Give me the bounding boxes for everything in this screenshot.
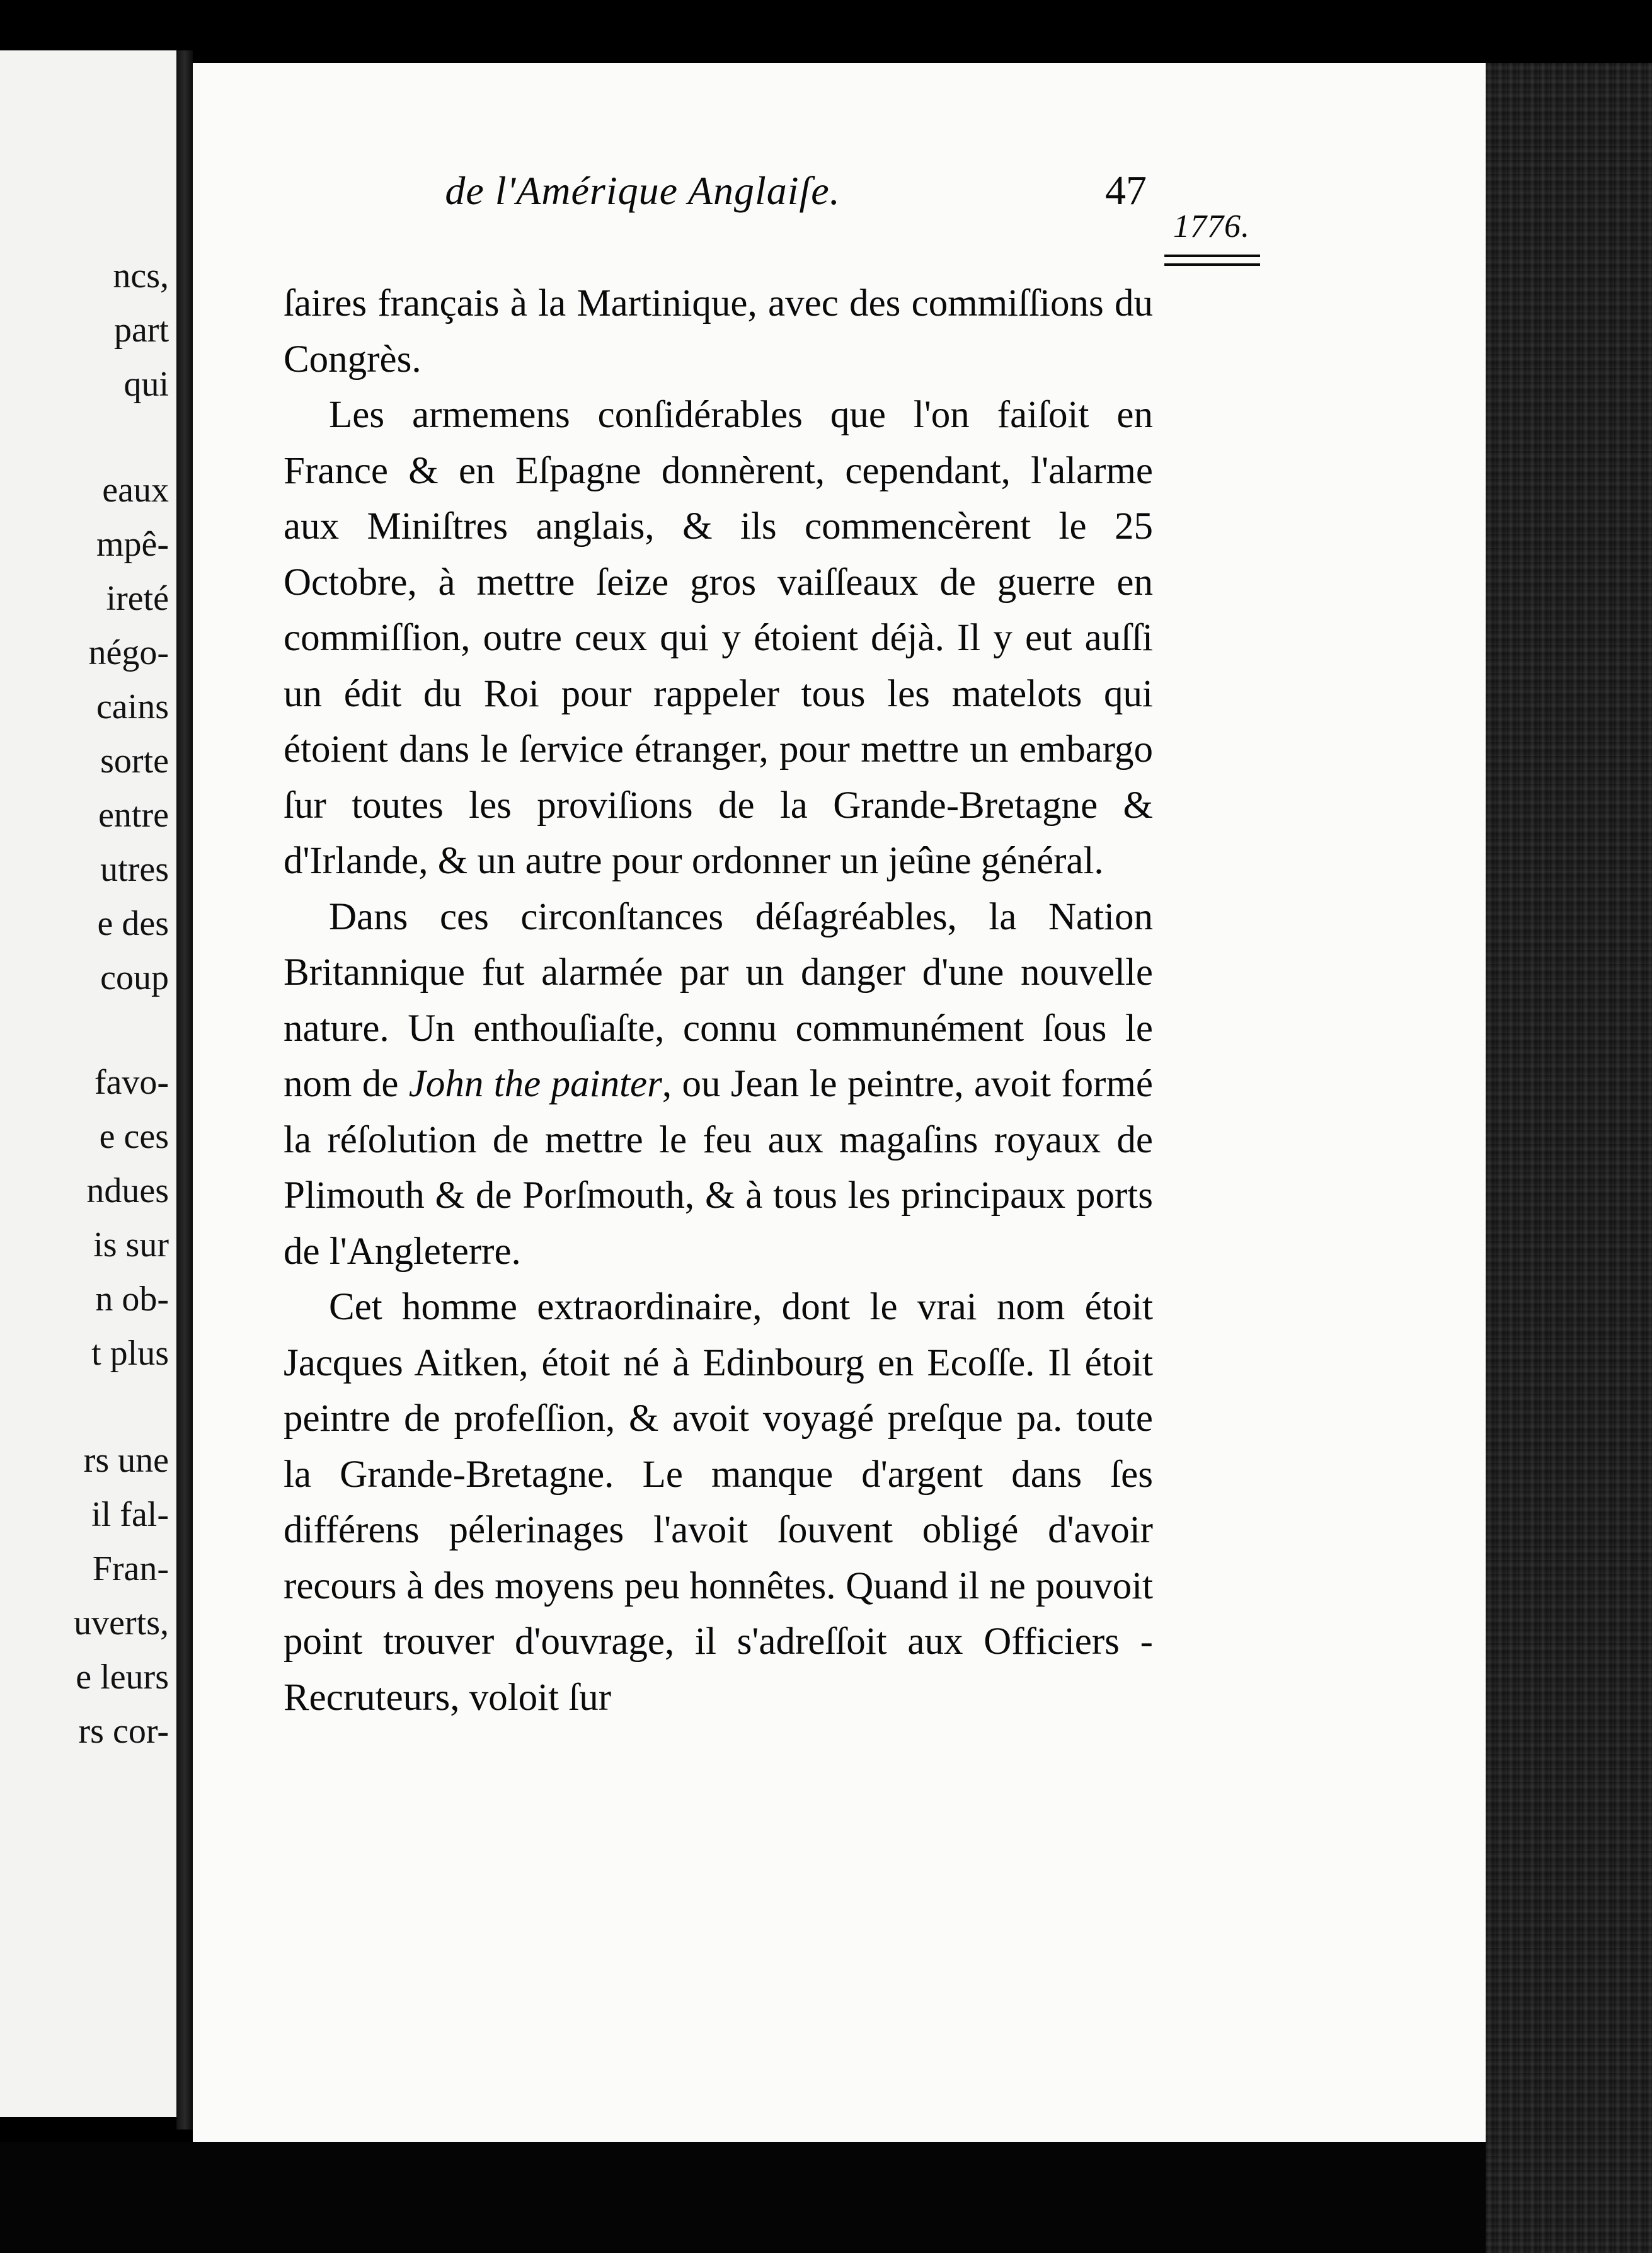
previous-page-line-fragment: qui (123, 365, 169, 404)
running-head (290, 163, 1185, 219)
paragraph-1: ſaires français à la Martinique, avec des commiſſions du Congrès. (284, 282, 1153, 381)
previous-page-line-fragment: is sur (93, 1225, 169, 1264)
scan-background-bottom (0, 2142, 1486, 2253)
margin-year-note: 1776. (1173, 209, 1250, 244)
previous-page-line-fragment: ireté (106, 579, 169, 618)
paragraph-2: Les armemens conſidérables que l'on faiſoit en France & en Eſpagne donnèrent, cependant, l'alarme aux Miniſtres anglais, & ils commencèrent le 25 Octobre, à mettre ſeize gros vaiſſeaux de guerre en commiſſion, outre ceux qui y étoient déjà. Il y eut auſſi un édit du Roi pour rappeler tous les matelots qui étoient dans le ſervice étranger, pour mettre un embargo ſur toutes les proviſions de la Grande-Bretagne & d'Irlande, & un autre pour ordonner un jeûne général. (284, 394, 1153, 882)
italic-nickname: John the painter (408, 1063, 662, 1105)
paragraph-3-text-start: Dans ces circonſtances déſagréables, la Nation Britannique fut alarmée par un danger d'une nouvelle nature. Un enthouſiaſte, connu communément ſous le nom de (284, 895, 1153, 1105)
margin-year-rule (1164, 255, 1260, 257)
previous-page-line-fragment: e leurs (76, 1658, 169, 1697)
previous-page-line-fragment: favo- (94, 1063, 169, 1102)
previous-page-line-fragment: entre (98, 796, 169, 835)
previous-page-line-fragment: sorte (100, 742, 169, 781)
running-head-title: de l'Amérique Anglaiſe. (445, 168, 840, 213)
previous-page-line-fragment: uverts, (74, 1603, 169, 1642)
previous-page-line-fragment: mpê- (96, 525, 169, 564)
previous-page-line-fragment: t plus (91, 1334, 169, 1373)
previous-page-line-fragment: part (113, 311, 169, 350)
previous-page-line-fragment: cains (96, 687, 169, 726)
previous-page-line-fragment: rs cor- (78, 1712, 169, 1751)
book-gutter (176, 50, 193, 2130)
book-edge-shadow (1486, 63, 1652, 2253)
previous-page-line-fragment: négo- (88, 633, 169, 672)
page-body-text (284, 276, 1153, 1726)
previous-page-line-fragment: e des (97, 904, 169, 943)
previous-page-line-fragment: rs une (83, 1441, 169, 1480)
paragraph-4: Cet homme extraordinaire, dont le vrai nom étoit Jacques Aitken, étoit né à Edinbourg en Ecoſſe. Il étoit peintre de profeſſion, & avoit voyagé preſque pa. toute la Grande-Bretagne. Le manque d'argent dans ſes différens pélerinages l'avoit ſouvent obligé d'avoir recours à des moyens peu honnêtes. Quand il ne pouvoit point trouver d'ouvrage, il s'adreſſoit aux Officiers - Recruteurs, voloit ſur (284, 1286, 1153, 1719)
previous-page-line-fragment: il fal- (91, 1495, 169, 1534)
previous-page-line-fragment: n ob- (95, 1280, 169, 1319)
page-number: 47 (1105, 168, 1147, 214)
previous-page-line-fragment: ncs, (113, 256, 169, 295)
previous-page-line-fragment: utres (100, 850, 169, 889)
previous-page-line-fragment: Fran- (92, 1549, 169, 1588)
previous-page-line-fragment: eaux (102, 471, 169, 510)
previous-page-fragment (0, 50, 179, 2117)
previous-page-line-fragment: coup (100, 958, 169, 997)
previous-page-line-fragment: e ces (99, 1117, 169, 1156)
margin-year-rule-second (1164, 263, 1260, 266)
previous-page-line-fragment: ndues (86, 1171, 169, 1210)
paragraph-3-text-end: , ou Jean le peintre, avoit formé la réſolution de mettre le feu aux magaſins royaux de Plimouth & de Porſmouth, & à tous les principaux ports de l'Angleterre. (284, 1063, 1153, 1273)
paragraph-3 (284, 890, 1153, 1280)
